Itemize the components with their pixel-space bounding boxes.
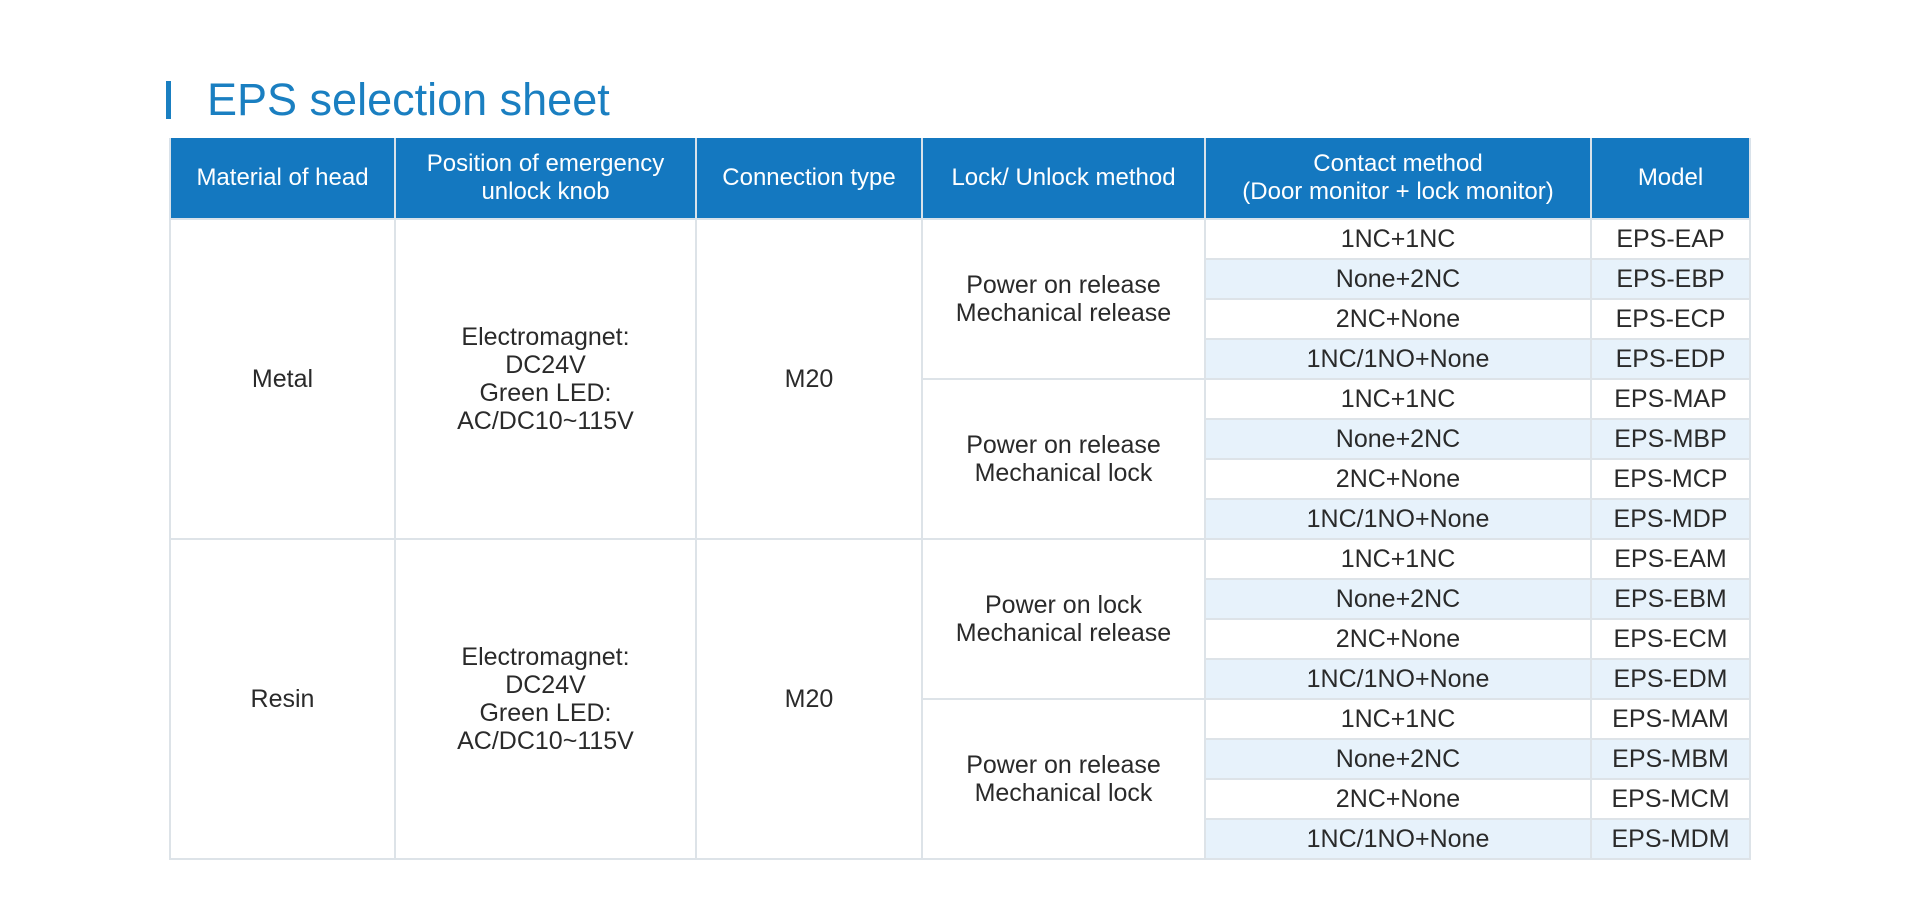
selection-table (169, 138, 1751, 860)
model-cell: EPS-EAP (1591, 219, 1750, 259)
lock-method-line: Power on lock (984, 591, 1143, 619)
position-line: Green LED: (479, 379, 612, 407)
contact-cell: 2NC+None (1205, 619, 1591, 659)
model-cell: EPS-EBM (1591, 579, 1750, 619)
position-line: Electromagnet: (461, 643, 630, 671)
table-row (170, 219, 1750, 259)
header-contact-method (1205, 138, 1591, 219)
model-cell: EPS-MDM (1591, 819, 1750, 859)
contact-cell: None+2NC (1205, 419, 1591, 459)
model-cell: EPS-MBM (1591, 739, 1750, 779)
model-cell: EPS-EDM (1591, 659, 1750, 699)
position-cell (395, 539, 696, 859)
contact-cell: None+2NC (1205, 739, 1591, 779)
position-line: Green LED: (479, 699, 612, 727)
material-cell: Metal (170, 219, 395, 539)
lock-method-line: Power on release (966, 751, 1161, 779)
lock-method-line: Mechanical lock (974, 779, 1153, 807)
contact-cell: 1NC+1NC (1205, 219, 1591, 259)
lock-method-line: Power on release (966, 271, 1161, 299)
title-accent-bar (166, 81, 171, 119)
header-material: Material of head (170, 138, 395, 219)
lock-method-cell (922, 539, 1205, 699)
model-cell: EPS-MCP (1591, 459, 1750, 499)
contact-cell: 1NC/1NO+None (1205, 499, 1591, 539)
sheet-title (166, 72, 610, 128)
header-contact-line2: (Door monitor + lock monitor) (1242, 178, 1554, 205)
position-line: AC/DC10~115V (457, 727, 634, 755)
position-line: AC/DC10~115V (457, 407, 634, 435)
contact-cell: 2NC+None (1205, 459, 1591, 499)
contact-cell: None+2NC (1205, 259, 1591, 299)
contact-cell: 1NC/1NO+None (1205, 659, 1591, 699)
model-cell: EPS-ECP (1591, 299, 1750, 339)
lock-method-line: Mechanical release (955, 619, 1172, 647)
contact-cell: 1NC/1NO+None (1205, 819, 1591, 859)
model-cell: EPS-EDP (1591, 339, 1750, 379)
position-line: DC24V (505, 671, 586, 699)
contact-cell: 1NC+1NC (1205, 539, 1591, 579)
connection-cell: M20 (696, 219, 922, 539)
model-cell: EPS-EAM (1591, 539, 1750, 579)
contact-cell: 2NC+None (1205, 779, 1591, 819)
page-title: EPS selection sheet (207, 74, 610, 125)
header-position-line1: Position of emergency (426, 150, 665, 177)
header-position-line2: unlock knob (481, 178, 610, 205)
position-cell (395, 219, 696, 539)
lock-method-cell (922, 699, 1205, 859)
model-cell: EPS-MDP (1591, 499, 1750, 539)
header-position (395, 138, 696, 219)
contact-cell: 1NC/1NO+None (1205, 339, 1591, 379)
contact-cell: None+2NC (1205, 579, 1591, 619)
contact-cell: 2NC+None (1205, 299, 1591, 339)
header-model: Model (1591, 138, 1750, 219)
table-header-row (170, 138, 1750, 219)
material-cell: Resin (170, 539, 395, 859)
model-cell: EPS-MBP (1591, 419, 1750, 459)
header-contact-line1: Contact method (1313, 150, 1483, 177)
lock-method-line: Mechanical lock (974, 459, 1153, 487)
lock-method-line: Power on release (966, 431, 1161, 459)
position-line: Electromagnet: (461, 323, 630, 351)
model-cell: EPS-ECM (1591, 619, 1750, 659)
lock-method-cell (922, 219, 1205, 379)
connection-cell: M20 (696, 539, 922, 859)
lock-method-line: Mechanical release (955, 299, 1172, 327)
position-line: DC24V (505, 351, 586, 379)
model-cell: EPS-EBP (1591, 259, 1750, 299)
header-connection: Connection type (696, 138, 922, 219)
contact-cell: 1NC+1NC (1205, 699, 1591, 739)
model-cell: EPS-MAP (1591, 379, 1750, 419)
contact-cell: 1NC+1NC (1205, 379, 1591, 419)
lock-method-cell (922, 379, 1205, 539)
model-cell: EPS-MCM (1591, 779, 1750, 819)
model-cell: EPS-MAM (1591, 699, 1750, 739)
table-row (170, 539, 1750, 579)
header-lock-method: Lock/ Unlock method (922, 138, 1205, 219)
